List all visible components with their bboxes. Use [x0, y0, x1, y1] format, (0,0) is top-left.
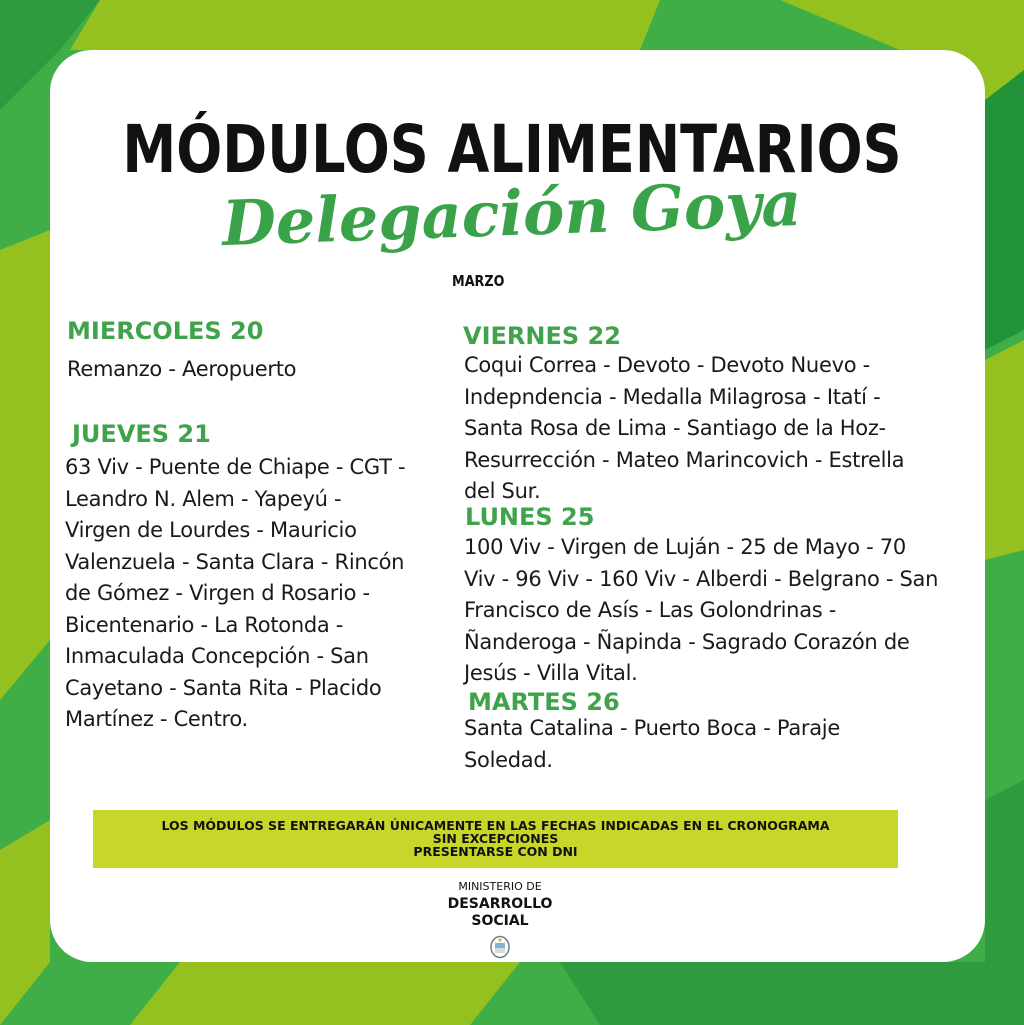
- location-line: Coqui Correa - Devoto - Devoto Nuevo -: [464, 353, 870, 377]
- ministry-name-line: DESARROLLO: [447, 896, 553, 912]
- location-line: Indepndencia - Medalla Milagrosa - Itatí -: [464, 384, 881, 409]
- location-line: Inmaculada Concepción - San: [65, 644, 369, 668]
- day-heading-lunes: LUNES 25: [465, 503, 595, 531]
- location-line: Valenzuela - Santa Clara - Rincón: [65, 549, 405, 574]
- day-heading-miercoles: MIERCOLES 20: [67, 317, 264, 345]
- day-heading-viernes: VIERNES 22: [463, 322, 621, 350]
- location-line: Resurrección - Mateo Marincovich - Estrella: [464, 447, 905, 472]
- location-line: Virgen de Lourdes - Mauricio: [65, 518, 357, 542]
- ministry-name-line: SOCIAL: [471, 913, 529, 929]
- location-line: Francisco de Asís - Las Golondrinas -: [464, 598, 837, 622]
- location-line: Viv - 96 Viv - 160 Viv - Alberdi - Belgrano - San: [464, 566, 939, 591]
- locations-martes: [464, 713, 840, 776]
- location-line: Remanzo - Aeropuerto: [67, 357, 297, 381]
- page-title: MÓDULOS ALIMENTARIOS: [122, 111, 902, 188]
- provincial-seal-icon: [489, 935, 511, 959]
- location-line: del Sur.: [464, 479, 541, 503]
- locations-miercoles: [67, 354, 296, 386]
- location-line: 100 Viv - Virgen de Luján - 25 de Mayo - 70: [464, 535, 906, 559]
- location-line: 63 Viv - Puente de Chiape - CGT -: [65, 455, 406, 479]
- ministry-label: MINISTERIO DE: [458, 880, 542, 893]
- location-line: Santa Catalina - Puerto Boca - Paraje: [464, 716, 840, 740]
- location-line: Cayetano - Santa Rita - Placido: [65, 675, 382, 700]
- location-line: Jesús - Villa Vital.: [464, 661, 638, 685]
- location-line: Martínez - Centro.: [65, 707, 248, 731]
- notice-line: SIN EXCEPCIONES: [432, 831, 559, 846]
- locations-lunes: [464, 532, 938, 690]
- location-line: Leandro N. Alem - Yapeyú -: [65, 486, 342, 511]
- day-heading-martes: MARTES 26: [468, 688, 620, 716]
- month-label: MARZO: [452, 272, 505, 290]
- notice-banner: [93, 810, 898, 868]
- location-line: de Gómez - Virgen d Rosario -: [65, 581, 370, 605]
- day-heading-jueves: JUEVES 21: [72, 420, 211, 448]
- locations-viernes: [464, 350, 904, 508]
- page-subtitle: Delegación Goya: [220, 166, 803, 261]
- location-line: Bicentenario - La Rotonda -: [65, 612, 344, 637]
- location-line: Santa Rosa de Lima - Santiago de la Hoz-: [464, 416, 886, 440]
- location-line: Ñanderoga - Ñapinda - Sagrado Corazón de: [464, 629, 910, 654]
- locations-jueves: [65, 452, 405, 736]
- notice-line: PRESENTARSE CON DNI: [413, 844, 578, 859]
- notice-line: LOS MÓDULOS SE ENTREGARÁN ÚNICAMENTE EN LAS FECHAS INDICADAS EN EL CRONOGRAMA: [161, 818, 830, 833]
- location-line: Soledad.: [464, 747, 553, 772]
